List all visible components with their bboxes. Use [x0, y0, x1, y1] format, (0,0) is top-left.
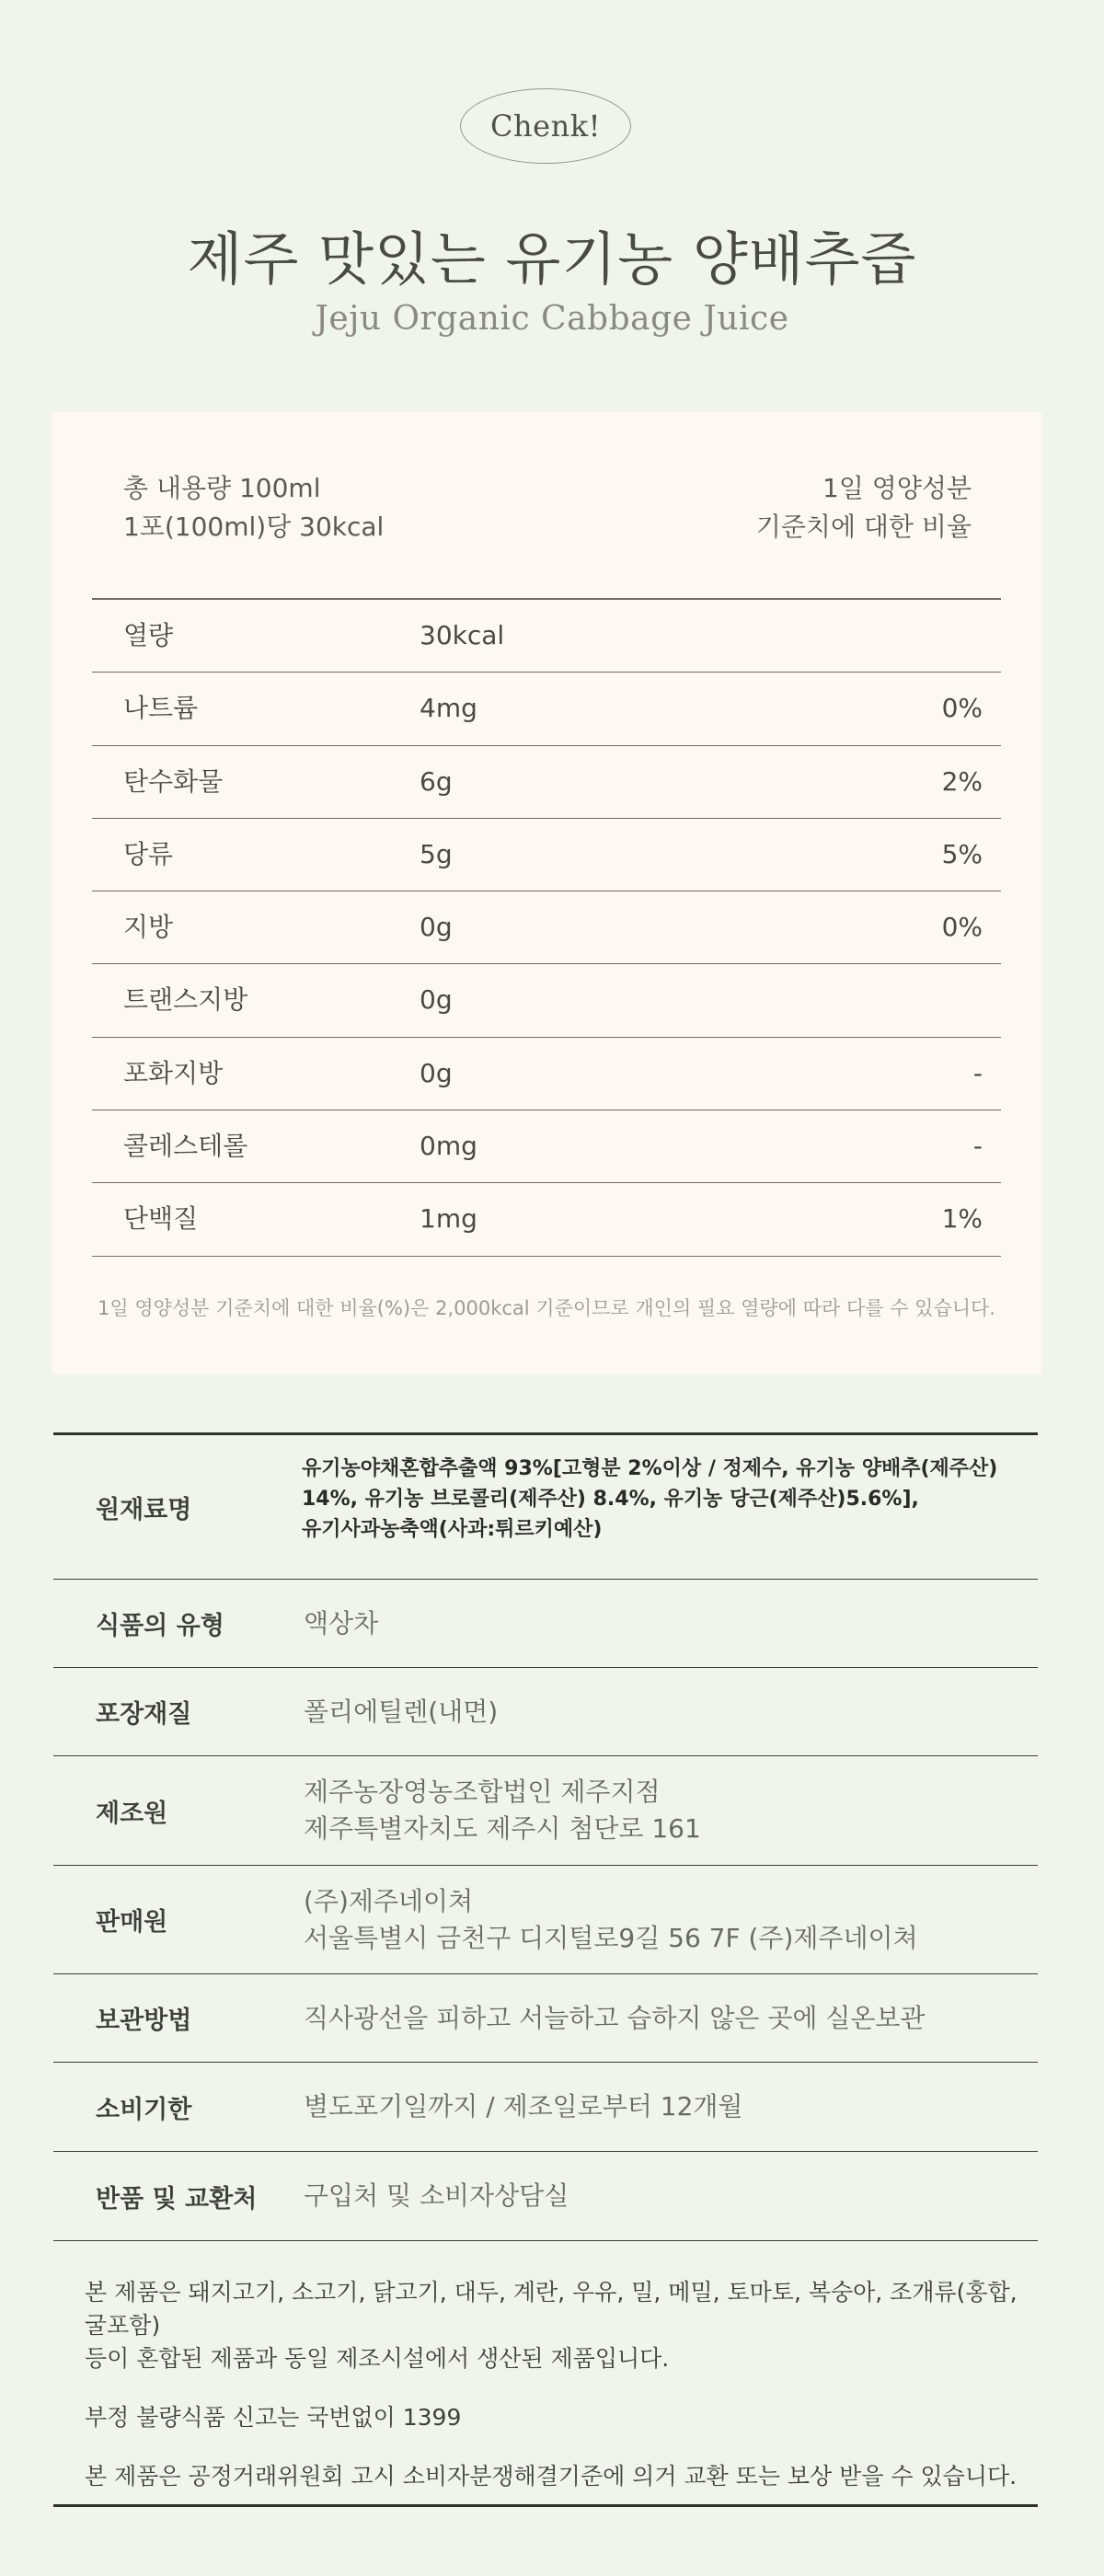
nutrition-row-saturated-fat	[92, 1038, 1001, 1110]
nutrient-daily-pct: 2%	[941, 765, 983, 797]
nutrition-daily-header	[756, 469, 972, 546]
seller-address: 서울특별시 금천구 디지털로9길 56 7F (주)제주네이쳐	[304, 1922, 918, 1953]
info-row-packaging	[53, 1668, 1038, 1756]
nutrient-daily-pct: -	[972, 1057, 983, 1088]
info-value: 구입처 및 소비자상담실	[304, 2180, 569, 2211]
info-value: 별도포기일까지 / 제조일로부터 12개월	[304, 2091, 743, 2122]
product-title-english: Jeju Organic Cabbage Juice	[315, 300, 789, 338]
nutrient-amount: 30kcal	[420, 620, 505, 650]
info-label: 제조원	[96, 1799, 168, 1828]
nutrient-daily-pct: 1%	[941, 1203, 983, 1235]
nutrition-row-carbohydrate	[92, 746, 1001, 819]
product-title-korean: 제주 맛있는 유기농 양배추즙	[187, 225, 917, 293]
nutrient-name: 포화지방	[123, 1057, 224, 1088]
nutrient-name: 나트륨	[123, 693, 199, 724]
allergen-notice	[85, 2276, 1032, 2375]
daily-value-label-line1: 1일 영양성분	[822, 473, 972, 503]
nutrient-daily-pct: 0%	[941, 693, 983, 724]
info-row-returns	[53, 2152, 1038, 2241]
nutrition-facts-card	[52, 412, 1041, 1374]
nutrition-per-serving: 1포(100ml)당 30kcal	[123, 512, 385, 542]
nutrient-amount: 5g	[420, 838, 453, 869]
nutrition-row-protein	[92, 1183, 1001, 1256]
info-row-ingredients	[53, 1435, 1038, 1580]
info-label: 원재료명	[96, 1495, 192, 1524]
info-label: 소비기한	[96, 2095, 192, 2124]
manufacturer-value	[304, 1756, 1001, 1865]
allergen-line: 본 제품은 돼지고기, 소고기, 닭고기, 대두, 계란, 우유, 밀, 메밀, 토마토, 복숭아, 조개류(홍합,굴포함)	[85, 2279, 1018, 2339]
info-row-storage	[53, 1974, 1038, 2063]
info-label: 포장재질	[96, 1700, 192, 1729]
logo-text: Chenk!	[490, 109, 601, 144]
nutrient-name: 당류	[123, 838, 174, 869]
info-row-food-type	[53, 1580, 1038, 1668]
nutrient-name: 트랜스지방	[123, 984, 248, 1016]
nutrition-total-volume: 총 내용량 100ml	[123, 473, 321, 503]
product-notices	[85, 2276, 1032, 2519]
nutrient-name: 열량	[123, 620, 174, 650]
nutrition-total-info	[123, 469, 384, 546]
nutrition-row-cholesterol	[92, 1110, 1001, 1183]
info-row-expiry	[53, 2063, 1038, 2152]
manufacturer-address: 제주특별자치도 제주시 첨단로 161	[304, 1813, 701, 1844]
info-row-manufacturer	[53, 1756, 1038, 1866]
info-label: 판매원	[96, 1908, 168, 1937]
seller-value	[304, 1866, 1001, 1973]
info-row-seller	[53, 1866, 1038, 1974]
nutrient-daily-pct: 5%	[941, 838, 983, 869]
info-value: 직사광선을 피하고 서늘하고 습하지 않은 곳에 실온보관	[304, 2002, 926, 2033]
info-label: 반품 및 교환처	[96, 2184, 258, 2214]
ingredients-line: 14%, 유기농 브로콜리(제주산) 8.4%, 유기농 당근(제주산)5.6%],	[302, 1488, 919, 1511]
nutrient-name: 탄수화물	[123, 765, 224, 797]
nutrient-amount: 0mg	[420, 1131, 477, 1162]
bottom-divider	[53, 2504, 1038, 2507]
daily-value-label-line2: 기준치에 대한 비율	[755, 512, 972, 542]
nutrition-row-sodium	[92, 673, 1001, 745]
nutrition-row-trans-fat	[92, 964, 1001, 1037]
nutrient-amount: 0g	[420, 1057, 453, 1088]
info-value: 폴리에틸렌(내면)	[304, 1696, 499, 1727]
nutrient-daily-pct: -	[972, 1131, 983, 1162]
nutrient-amount: 6g	[420, 765, 453, 797]
info-value: 액상차	[304, 1607, 379, 1639]
ingredients-line: 유기농야채혼합추출액 93%[고형분 2%이상 / 정제수, 유기농 양배추(제주산)	[302, 1457, 998, 1480]
nutrient-amount: 0g	[420, 984, 453, 1016]
report-notice: 부정 불량식품 신고는 국번없이 1399	[85, 2404, 462, 2431]
nutrient-name: 지방	[123, 912, 174, 943]
nutrition-row-calories	[92, 600, 1001, 673]
seller-name: (주)제주네이쳐	[304, 1885, 474, 1916]
brand-logo	[0, 88, 1104, 167]
ingredients-value	[302, 1435, 1001, 1579]
ingredients-line: 유기사과농축액(사과:튀르키예산)	[302, 1518, 603, 1541]
nutrition-footnote: 1일 영양성분 기준치에 대한 비율(%)은 2,000kcal 기준이므로 개인의 필요 열량에 따라 다를 수 있습니다.	[98, 1297, 995, 1319]
nutrient-name: 콜레스테롤	[123, 1131, 248, 1162]
info-label: 식품의 유형	[96, 1612, 224, 1640]
compensation-notice: 본 제품은 공정거래위원회 고시 소비자분쟁해결기준에 의거 교환 또는 보상 받을 수 있습니다.	[85, 2463, 1018, 2490]
nutrient-name: 단백질	[123, 1203, 199, 1235]
nutrition-table	[92, 598, 1001, 1257]
nutrition-row-sugars	[92, 819, 1001, 891]
nutrient-amount: 1mg	[420, 1203, 477, 1235]
nutrient-amount: 0g	[420, 912, 453, 943]
info-label: 보관방법	[96, 2007, 192, 2035]
product-info-table	[53, 1432, 1038, 2241]
nutrient-daily-pct: 0%	[941, 912, 983, 943]
nutrition-row-fat	[92, 891, 1001, 964]
nutrient-amount: 4mg	[420, 693, 477, 724]
allergen-line: 등이 혼합된 제품과 동일 제조시설에서 생산된 제품입니다.	[85, 2345, 670, 2372]
manufacturer-name: 제주농장영농조합법인 제주지점	[304, 1777, 661, 1807]
